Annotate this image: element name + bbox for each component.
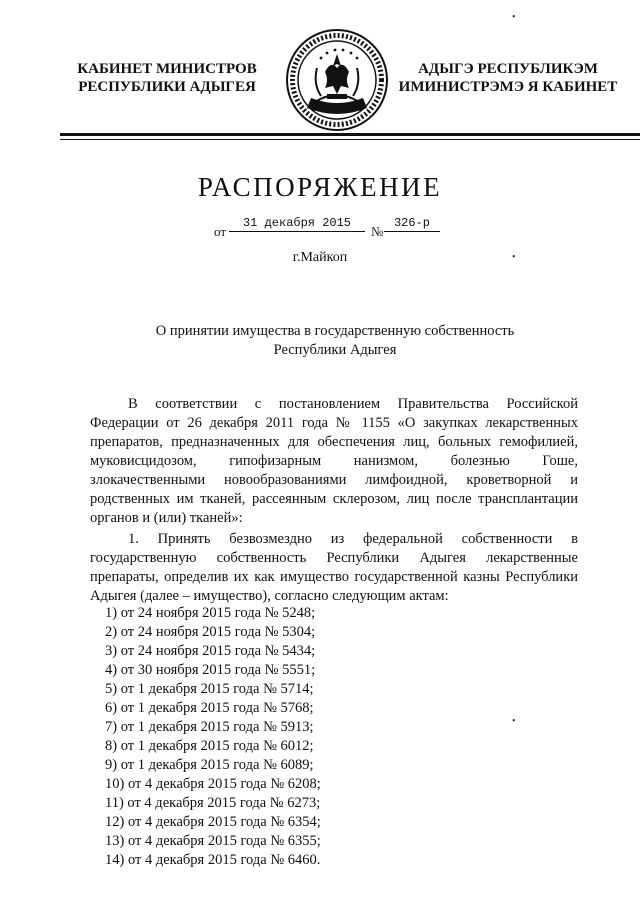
date-prefix: от [214,224,227,239]
header-right-line1: АДЫГЭ РЕСПУБЛИКЭМ [418,61,598,77]
list-item: 1) от 24 ноября 2015 года № 5248; [105,605,316,621]
coat-of-arms-emblem [285,28,389,132]
header-left [62,60,272,96]
list-item: 8) от 1 декабря 2015 года № 6012; [105,738,314,754]
header-right [388,60,628,96]
scan-speck: • [512,12,516,23]
subject-line2: Республики Адыгея [273,342,397,358]
document-title: РАСПОРЯЖЕНИЕ [197,172,443,202]
list-item: 10) от 4 декабря 2015 года № 6208; [105,776,321,792]
list-item: 12) от 4 декабря 2015 года № 6354; [105,814,321,830]
list-item: 3) от 24 ноября 2015 года № 5434; [105,643,316,659]
list-item: 5) от 1 декабря 2015 года № 5714; [105,681,314,697]
list-item: 7) от 1 декабря 2015 года № 5913; [105,719,314,735]
header-rule-thick [60,133,640,136]
document-date: 31 декабря 2015 [229,216,365,232]
list-item: 9) от 1 декабря 2015 года № 6089; [105,757,314,773]
list-item: 6) от 1 декабря 2015 года № 5768; [105,700,314,716]
header-left-line2: РЕСПУБЛИКИ АДЫГЕЯ [78,79,256,95]
scan-speck: • [512,716,516,727]
subject-line1: О принятии имущества в государственную собственность [155,323,515,339]
acts-list [105,604,321,870]
item-1-paragraph: 1. Принять безвозмездно из федеральной собственности в государственную собственность Республики Адыгея лекарственные препараты, определив их как имущество государственной казны Республики Адыгея (далее – имущество), согласно следующим актам: [90,531,578,604]
list-item: 11) от 4 декабря 2015 года № 6273; [105,795,321,811]
preamble-paragraph: В соответствии с постановлением Правительства Российской Федерации от 26 декабря 2011 года № 1155 «О закупках лекарственных препаратов, предназначенных для обеспечения лиц, больных гемофилией, муковисцидозом, гипофизарным нанизмом, болезнью Гоше, злокачественными новообразованиями лимфоидной, кроветворной и родственных им тканей, рассеянным склерозом, лиц после трансплантации органов и (или) тканей»: [90,396,578,526]
header-rule-thin [60,139,640,140]
scan-speck: • [512,252,516,263]
dateline [0,216,640,240]
list-item: 13) от 4 декабря 2015 года № 6355; [105,833,321,849]
header-right-line2: ИМИНИСТРЭМЭ Я КАБИНЕТ [398,79,618,95]
city: г.Майкоп [292,250,348,265]
list-item: 14) от 4 декабря 2015 года № 6460. [105,852,321,868]
number-sign: № [371,224,384,239]
list-item: 2) от 24 ноября 2015 года № 5304; [105,624,316,640]
subject [100,322,570,360]
document-number: 326-р [384,216,440,232]
list-item: 4) от 30 ноября 2015 года № 5551; [105,662,316,678]
header-left-line1: КАБИНЕТ МИНИСТРОВ [77,61,257,77]
